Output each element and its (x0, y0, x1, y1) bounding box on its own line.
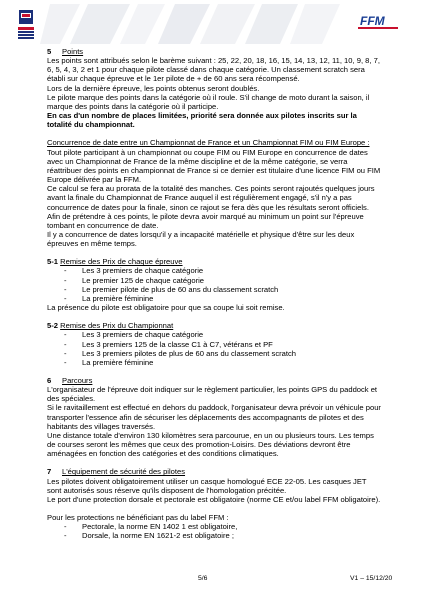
priority-paragraph: En cas d'un nombre de places limitées, priorité sera donnée aux pilotes inscrits sur la totalité du championnat. (47, 111, 357, 130)
course-paragraph-2: Si le ravitaillement est effectué en dehors du paddock, l'organisateur devra prévoir un véhicule pour transporter l'essence afin de sécuriser les déplacements des accompagnants de pilotes et des habitants des villages traversés. (47, 403, 381, 431)
protection-norms-list (47, 522, 381, 540)
concurrence-paragraph-2: Ce calcul se fera au prorata de la totalité des manches. Ces points seront rajoutés quelques jours avant la finale du Championnat de France auquel il est régulièrement engagé, s'il n'y a pas concurrence de dates pour la finale, sinon ce rajout se fera dès que les résultats seront officiels. (47, 184, 375, 212)
concurrence-paragraph-3: Afin de prétendre à ces points, le pilote devra avoir marqué au minimum un point sur l'épreuve tombant en concurrence de date. (47, 211, 364, 230)
list-item: - Le premier pilote de plus de 60 ans du classement scratch (47, 285, 381, 294)
non-ffm-protection-paragraph: Pour les protections ne bénéficiant pas du label FFM : (47, 513, 229, 523)
list-item: - Pectorale, la norme EN 1402 1 est obligatoire, (47, 522, 381, 531)
protection-paragraph: Le port d'une protection dorsale et pectorale est obligatoire (norme CE et/ou label FFM obligatoire). (47, 494, 381, 504)
list-item: - Les 3 premiers pilotes de plus de 60 ans du classement scratch (47, 349, 381, 358)
document-version: V1 – 15/12/20 (350, 575, 393, 582)
section-6-heading: 6 Parcours (47, 376, 93, 385)
list-item: - Le premier 125 de chaque catégorie (47, 276, 381, 285)
list-item: - Les 3 premiers de chaque catégorie (47, 266, 381, 275)
event-prizes-list (47, 266, 381, 303)
points-scale-paragraph: Les points sont attribués selon le barème suivant : 25, 22, 20, 18, 16, 15, 14, 13, 12, 11, 10, 9, 8, 7, 6, 5, 4, 3, 2 et 1 pour chaque pilote classé dans chaque catégorie. Un classement scratch sera établi sur chaque épreuve et le 1er pilote de + de 60 ans sera récompensé. (47, 56, 380, 84)
list-item: - La première féminine (47, 294, 381, 303)
concurrence-paragraph-1: Tout pilote participant à un championnat ou coupe FIM ou FIM Europe en concurrence de dates avec un Championnat de France de la même discipline et de la même catégorie, se verra réattribuer des points en championnat de France si ce dernier est titulaire d'une licence FIM ou FIM Europe délivrée par la FFM. (47, 147, 381, 185)
concurrence-paragraph-4: Il y a concurrence de dates lorsqu'il y a incapacité matérielle et physique d'être sur les deux épreuves en même temps. (47, 229, 355, 249)
list-item: - Les 3 premiers de chaque catégorie (47, 330, 381, 339)
concurrence-heading: Concurrence de date entre un Championnat de France et un Championnat FIM ou FIM Europe : (47, 138, 370, 148)
presence-note: La présence du pilote est obligatoire pour que sa coupe lui soit remise. (47, 303, 285, 313)
ffm-logo-icon (358, 14, 398, 30)
ffm-logo-text: FFM (360, 14, 385, 28)
page-number: 5/6 (198, 575, 208, 582)
federation-crest-icon (16, 10, 36, 44)
category-points-paragraph: Le pilote marque des points dans la catégorie où il roule. S'il change de moto durant la saison, il marque des points dans la catégorie où il participe. (47, 92, 370, 111)
section-5-heading: 5 Points (47, 47, 84, 56)
helmet-paragraph: Les pilotes doivent obligatoirement utiliser un casque homologué ECE 22-05. Les casques JET sont autorisés sous réserve qu'ils disposent de l'homologation précitée. (47, 476, 367, 495)
list-item: - Dorsale, la norme EN 1621-2 est obligatoire ; (47, 531, 381, 540)
list-item: - Les 3 premiers 125 de la classe C1 à C7, vétérans et PF (47, 340, 381, 349)
document-body (47, 47, 381, 541)
list-item: - La première féminine (47, 358, 381, 367)
last-event-paragraph: Lors de la dernière épreuve, les points obtenus seront doublés. (47, 83, 260, 93)
header-decoration-band (40, 4, 340, 44)
section-7-heading: 7 L'équipement de sécurité des pilotes (47, 467, 186, 477)
championship-prizes-list (47, 330, 381, 367)
section-5-2-heading: 5-2 Remise des Prix du Championnat (47, 321, 174, 331)
section-5-1-heading: 5-1 Remise des Prix de chaque épreuve (47, 257, 183, 267)
course-paragraph-3: Une distance totale d'environ 130 kilomètres sera parcourue, en un ou plusieurs tours. Les temps de courses seront les mêmes que ceux des promotion-Loisirs. Des déviations devront être aménagées en fonction des catégories et des conditions climatiques. (47, 430, 374, 459)
course-paragraph-1: L'organisateur de l'épreuve doit indiquer sur le règlement particulier, les points GPS du paddock et des spéciales. (47, 385, 378, 404)
